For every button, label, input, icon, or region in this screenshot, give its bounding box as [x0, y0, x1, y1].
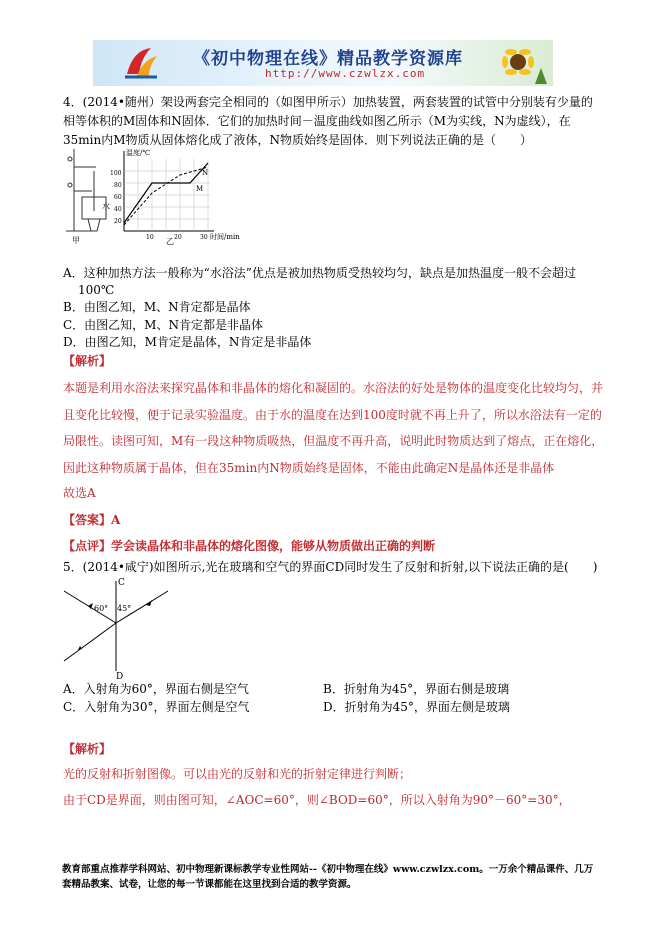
svg-text:10: 10 — [146, 234, 154, 241]
q4-option-a-cont: 100℃ — [78, 283, 115, 297]
arrow-icon — [146, 600, 152, 606]
q5-option-d[interactable]: D．折射角为45°，界面左侧是玻璃 — [323, 700, 510, 714]
y-axis-label: 温度/℃ — [126, 149, 151, 157]
q4-analysis-line-1: 本题是利用水浴法来探究晶体和非晶体的熔化和凝固的。水浴法的好处是物体的温度变化比较均匀，并 — [63, 381, 604, 395]
angle-60: 60° — [94, 604, 109, 613]
svg-text:40: 40 — [114, 206, 122, 213]
question-5-text: 5．(2014•咸宁)如图所示,光在玻璃和空气的界面CD同时发生了反射和折射,以下说法正确的是( ) — [63, 560, 598, 574]
figure-label-jia: 甲 — [72, 236, 80, 245]
q5-analysis-tag: 【解析】 — [63, 742, 112, 756]
svg-text:100: 100 — [110, 170, 122, 177]
svg-text:20: 20 — [114, 218, 122, 225]
curve-m-label: M — [196, 185, 204, 193]
curve-n-label: N — [202, 169, 209, 177]
banner-url[interactable]: http://www.czwlzx.com — [265, 67, 426, 80]
figure-heating-graph — [62, 145, 252, 245]
svg-text:60: 60 — [114, 194, 122, 201]
q4-conclusion: 故选A — [63, 486, 96, 500]
page-footer: 教育部重点推荐学科网站、初中物理新课标教学专业性网站--《初中物理在线》www.czwlzx.com。一万余个精品课件、几万套精品教案、试卷，让您的每一节课都能在这里找到合适的教学资源。 — [62, 864, 594, 890]
q4-analysis-tag: 【解析】 — [63, 354, 112, 368]
site-logo-icon — [123, 44, 159, 80]
q4-answer: 【答案】A — [63, 513, 121, 527]
q5-option-a[interactable]: A．入射角为60°，界面右侧是空气 — [63, 682, 249, 696]
q4-analysis-line-2: 且变化比较慢，便于记录实验温度。由于水的温度在达到100度时就不再上升了，所以水浴法有一定的 — [63, 408, 602, 422]
label-c: C — [118, 578, 125, 588]
q5-analysis-line-1: 光的反射和折射图像。可以由光的反射和光的折射定律进行判断； — [63, 767, 412, 781]
sunflower-icon — [491, 42, 547, 84]
q5-option-c[interactable]: C．入射角为30°，界面左侧是空气 — [63, 700, 250, 714]
water-label: 水 — [102, 202, 110, 211]
banner-title: 《初中物理在线》精品教学资源库 — [193, 49, 463, 69]
q4-option-a[interactable]: A．这种加热方法一般称为“水浴法”优点是被加热物质受热较均匀，缺点是加热温度一般不会超过 — [63, 266, 576, 280]
q4-option-d[interactable]: D．由图乙知，M肯定是晶体，N肯定是非晶体 — [63, 335, 312, 349]
question-4-text: 4．(2014•随州）架设两套完全相同的（如图甲所示）加热装置，两套装置的试管中分别装有少量的相等体积的M固体和N固体．它们的加热时间－温度曲线如图乙所示（M为实线，N为虚线），在35min内M物质从固体熔化成了液体，N物质始终是固体．则下列说法正确的是（ ） — [63, 95, 593, 147]
x-axis-label: 时间/min — [210, 233, 240, 241]
q4-comment: 【点评】学会读晶体和非晶体的熔化图像，能够从物质做出正确的判断 — [63, 539, 436, 553]
q4-option-b[interactable]: B．由图乙知，M、N肯定都是晶体 — [63, 300, 251, 314]
temperature-time-chart — [110, 148, 240, 245]
q4-analysis-line-4: 因此这种物质属于晶体，但在35min内N物质始终是固体，不能由此确定N是晶体还是非晶体 — [63, 461, 555, 475]
header-banner — [93, 40, 553, 86]
figure-label-yi: 乙 — [166, 237, 174, 245]
refracted-ray — [64, 623, 116, 661]
q5-option-b[interactable]: B．折射角为45°，界面右侧是玻璃 — [323, 682, 510, 696]
q4-option-c[interactable]: C．由图乙知，M、N肯定都是非晶体 — [63, 318, 263, 332]
svg-text:80: 80 — [114, 182, 122, 189]
q5-analysis-line-2: 由于CD是界面，则由图可知，∠AOC=60°，则∠BOD=60°，所以入射角为90°－60°=30°， — [63, 793, 571, 807]
angle-45: 45° — [117, 604, 132, 613]
figure-refraction — [60, 575, 172, 683]
heating-apparatus-icon — [66, 149, 106, 231]
q4-analysis-line-3: 局限性。读图可知，M有一段这种物质吸热，但温度不再升高，说明此时物质达到了熔点，正在熔化， — [63, 434, 604, 448]
label-d: D — [116, 672, 124, 682]
svg-text:30: 30 — [200, 234, 208, 241]
svg-text:20: 20 — [174, 234, 182, 241]
